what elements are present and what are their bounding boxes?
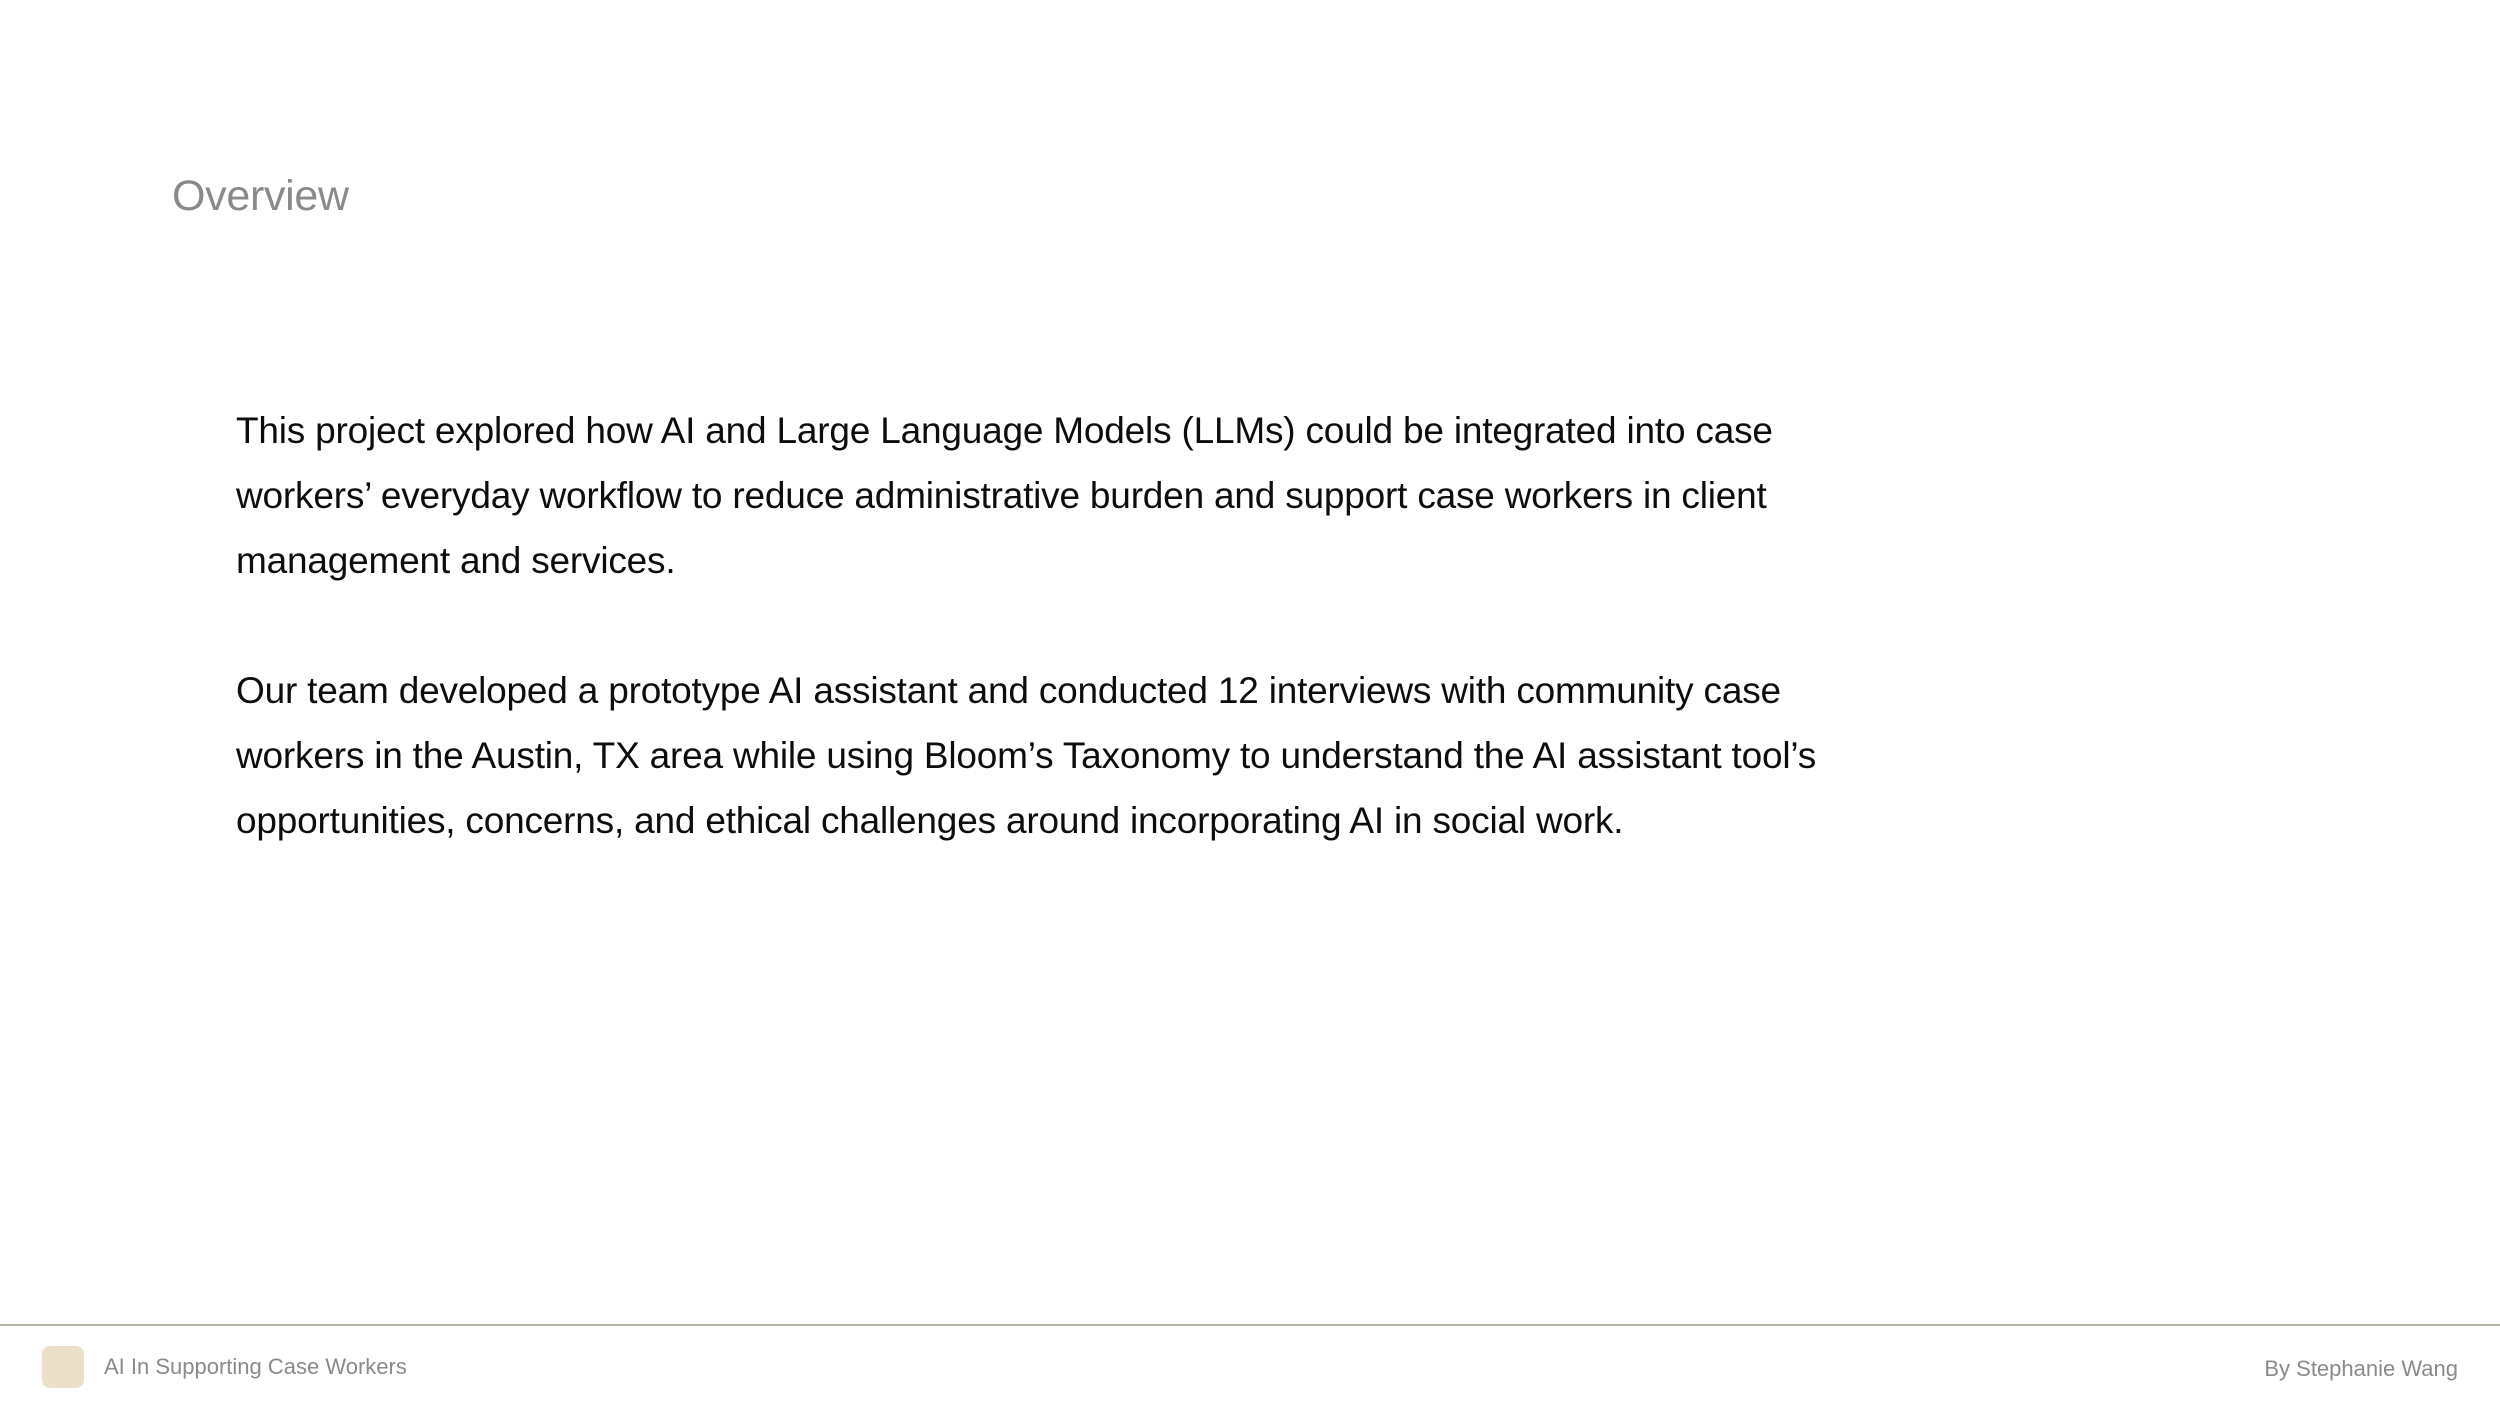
page-title: Overview — [172, 172, 349, 220]
footer-project-title: AI In Supporting Case Workers — [104, 1354, 407, 1379]
footer-bar — [0, 1324, 2500, 1406]
project-logo-icon — [42, 1346, 84, 1388]
overview-paragraph-1: This project explored how AI and Large Language Models (LLMs) could be integrated into case workers’ everyday workflow to reduce administrative burden and support case workers in client management and services. — [236, 410, 1773, 581]
overview-body — [236, 398, 1826, 918]
overview-paragraph-2: Our team developed a prototype AI assistant and conducted 12 interviews with community case workers in the Austin, TX area while using Bloom’s Taxonomy to understand the AI assistant tool’s opportunities, concerns, and ethical challenges around incorporating AI in social work. — [236, 670, 1817, 841]
footer-author: By Stephanie Wang — [2264, 1356, 2458, 1381]
